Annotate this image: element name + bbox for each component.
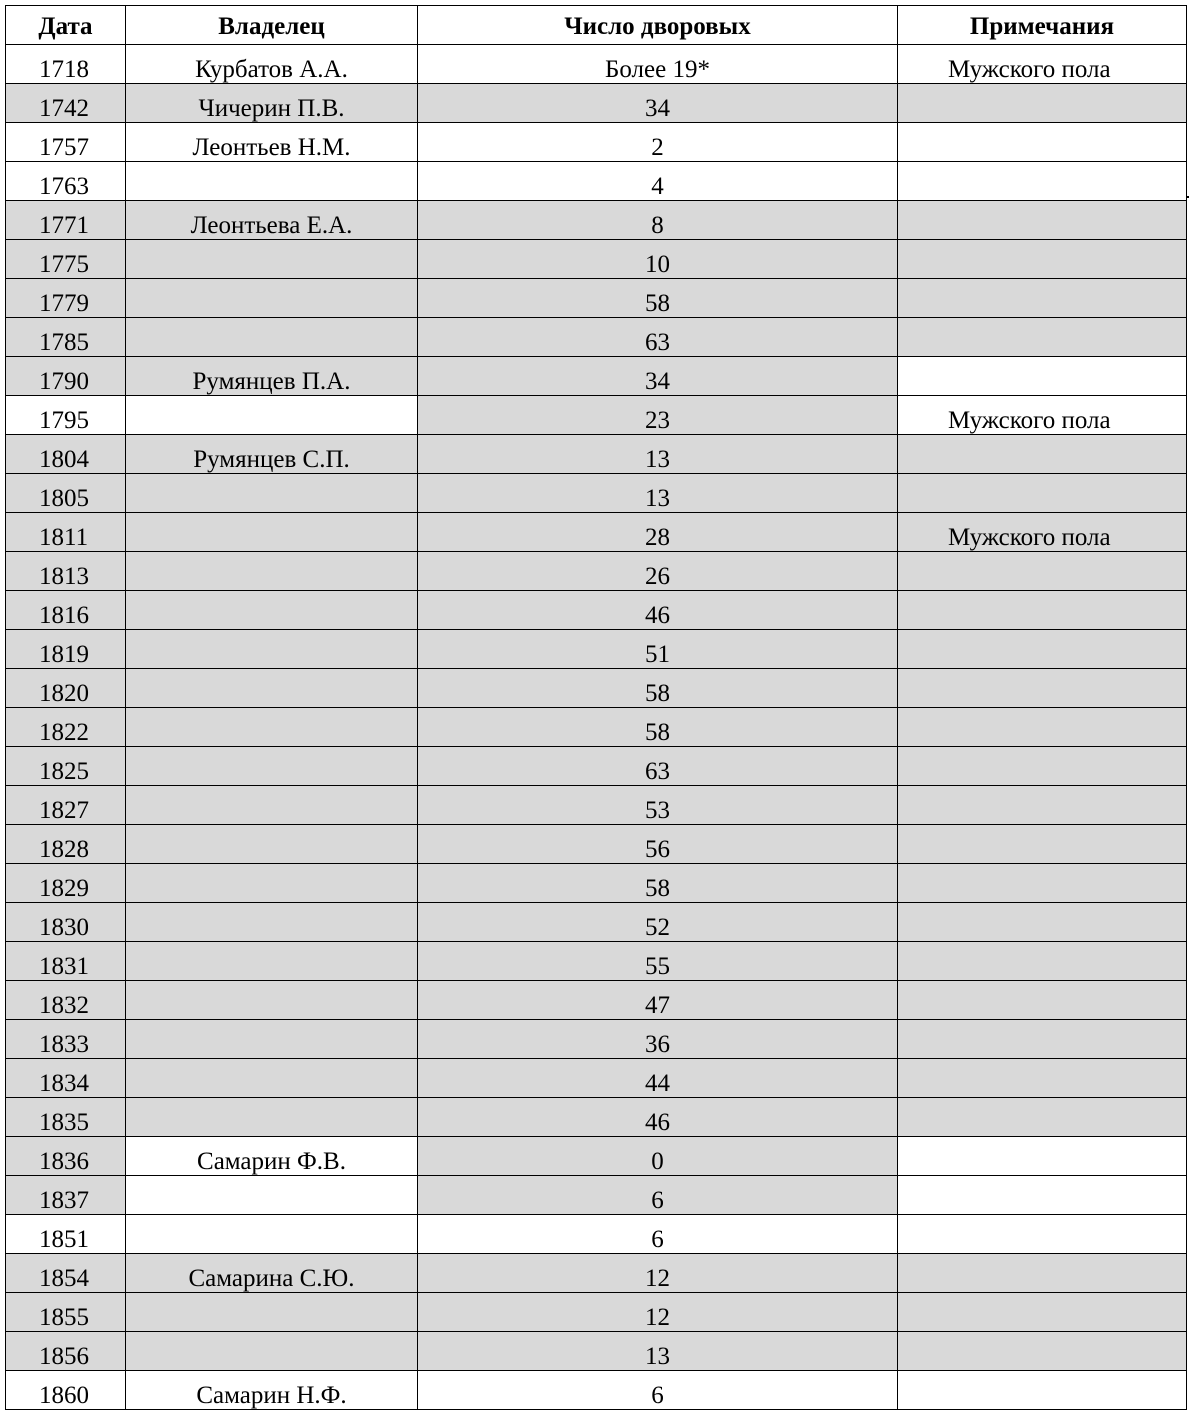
table-row [6,1137,1187,1176]
count-cell: 13 [418,1332,898,1371]
owner-cell [126,240,418,279]
date-cell: 1822 [6,708,126,747]
notes-cell [898,669,1187,708]
date-cell: 1804 [6,435,126,474]
notes-cell [898,552,1187,591]
table-row [6,825,1187,864]
table-row [6,45,1187,84]
owner-cell [126,279,418,318]
notes-cell [898,279,1187,318]
date-cell: 1856 [6,1332,126,1371]
date-cell: 1836 [6,1137,126,1176]
date-cell: 1771 [6,201,126,240]
notes-cell [898,1215,1187,1254]
owner-cell [126,162,418,201]
count-cell: 0 [418,1137,898,1176]
count-cell: 63 [418,747,898,786]
owner-cell [126,903,418,942]
count-cell: 36 [418,1020,898,1059]
table-row [6,123,1187,162]
table-row [6,240,1187,279]
count-cell: 63 [418,318,898,357]
table-row [6,669,1187,708]
notes-cell [898,201,1187,240]
date-cell: 1855 [6,1293,126,1332]
date-cell: 1779 [6,279,126,318]
owner-cell [126,396,418,435]
date-cell: 1819 [6,630,126,669]
owner-cell [126,552,418,591]
edge-mark [1187,196,1189,198]
date-cell: 1805 [6,474,126,513]
table-row [6,552,1187,591]
count-cell: 28 [418,513,898,552]
owner-cell: Румянцев П.А. [126,357,418,396]
owner-cell [126,1176,418,1215]
owner-cell [126,1020,418,1059]
owner-cell [126,630,418,669]
owner-cell [126,864,418,903]
notes-cell [898,474,1187,513]
table-row [6,396,1187,435]
owner-cell: Румянцев С.П. [126,435,418,474]
count-cell: 34 [418,357,898,396]
notes-cell [898,1137,1187,1176]
owner-cell [126,669,418,708]
date-cell: 1830 [6,903,126,942]
count-cell: 6 [418,1371,898,1410]
count-cell: 8 [418,201,898,240]
owner-cell: Леонтьев Н.М. [126,123,418,162]
count-cell: Более 19* [418,45,898,84]
notes-cell [898,1098,1187,1137]
owner-cell [126,1332,418,1371]
owner-cell [126,708,418,747]
count-cell: 58 [418,279,898,318]
count-cell: 58 [418,669,898,708]
count-cell: 55 [418,942,898,981]
owner-cell [126,942,418,981]
table-row [6,357,1187,396]
table-row [6,747,1187,786]
notes-cell [898,942,1187,981]
count-cell: 44 [418,1059,898,1098]
count-cell: 6 [418,1215,898,1254]
notes-cell [898,357,1187,396]
table-row [6,864,1187,903]
notes-cell [898,708,1187,747]
date-cell: 1834 [6,1059,126,1098]
date-cell: 1742 [6,84,126,123]
table-row [6,708,1187,747]
table-row [6,903,1187,942]
table-row [6,1215,1187,1254]
owner-cell: Курбатов А.А. [126,45,418,84]
header-notes: Примечания [898,6,1187,45]
date-cell: 1718 [6,45,126,84]
notes-cell [898,318,1187,357]
notes-cell [898,825,1187,864]
count-cell: 12 [418,1254,898,1293]
table-row [6,1293,1187,1332]
date-cell: 1785 [6,318,126,357]
count-cell: 12 [418,1293,898,1332]
header-row [6,6,1187,45]
table-row [6,981,1187,1020]
count-cell: 6 [418,1176,898,1215]
date-cell: 1829 [6,864,126,903]
owner-cell [126,825,418,864]
notes-cell [898,591,1187,630]
notes-cell: Мужского пола [898,513,1187,552]
table-row [6,513,1187,552]
table-row [6,318,1187,357]
table-row [6,1176,1187,1215]
notes-cell [898,84,1187,123]
count-cell: 34 [418,84,898,123]
owner-cell [126,513,418,552]
count-cell: 47 [418,981,898,1020]
notes-cell [898,162,1187,201]
date-cell: 1813 [6,552,126,591]
date-cell: 1860 [6,1371,126,1410]
table-row [6,84,1187,123]
date-cell: 1811 [6,513,126,552]
notes-cell [898,630,1187,669]
count-cell: 10 [418,240,898,279]
date-cell: 1833 [6,1020,126,1059]
date-cell: 1820 [6,669,126,708]
date-cell: 1837 [6,1176,126,1215]
table-row [6,1254,1187,1293]
count-cell: 46 [418,1098,898,1137]
owner-cell [126,747,418,786]
notes-cell [898,240,1187,279]
notes-cell [898,1332,1187,1371]
notes-cell [898,1293,1187,1332]
date-cell: 1825 [6,747,126,786]
count-cell: 58 [418,864,898,903]
owner-cell: Леонтьева Е.А. [126,201,418,240]
owner-cell: Самарина С.Ю. [126,1254,418,1293]
date-cell: 1763 [6,162,126,201]
table-row [6,1332,1187,1371]
table-row [6,474,1187,513]
notes-cell [898,864,1187,903]
notes-cell [898,1176,1187,1215]
table-row [6,630,1187,669]
owner-cell [126,1293,418,1332]
date-cell: 1775 [6,240,126,279]
notes-cell [898,435,1187,474]
notes-cell [898,1020,1187,1059]
count-cell: 56 [418,825,898,864]
notes-cell [898,747,1187,786]
table-row [6,1020,1187,1059]
notes-cell [898,1254,1187,1293]
date-cell: 1831 [6,942,126,981]
count-cell: 53 [418,786,898,825]
header-owner: Владелец [126,6,418,45]
notes-cell [898,903,1187,942]
table-row [6,786,1187,825]
notes-cell [898,1371,1187,1410]
table-row [6,1059,1187,1098]
date-cell: 1832 [6,981,126,1020]
table-row [6,201,1187,240]
owner-cell [126,318,418,357]
table-row [6,435,1187,474]
date-cell: 1851 [6,1215,126,1254]
date-cell: 1790 [6,357,126,396]
notes-cell [898,1059,1187,1098]
table-body [6,45,1187,1410]
owner-cell [126,786,418,825]
count-cell: 13 [418,435,898,474]
date-cell: 1816 [6,591,126,630]
table-row [6,942,1187,981]
count-cell: 13 [418,474,898,513]
notes-cell [898,123,1187,162]
table-row [6,279,1187,318]
owner-cell [126,1059,418,1098]
count-cell: 23 [418,396,898,435]
owner-cell [126,1215,418,1254]
count-cell: 58 [418,708,898,747]
notes-cell: Мужского пола [898,45,1187,84]
date-cell: 1835 [6,1098,126,1137]
notes-cell: Мужского пола [898,396,1187,435]
count-cell: 26 [418,552,898,591]
owner-cell [126,591,418,630]
owner-cell [126,981,418,1020]
date-cell: 1827 [6,786,126,825]
date-cell: 1795 [6,396,126,435]
count-cell: 46 [418,591,898,630]
owner-cell: Самарин Н.Ф. [126,1371,418,1410]
table-row [6,162,1187,201]
owner-cell: Чичерин П.В. [126,84,418,123]
header-date: Дата [6,6,126,45]
owner-cell [126,1098,418,1137]
header-count: Число дворовых [418,6,898,45]
count-cell: 4 [418,162,898,201]
count-cell: 51 [418,630,898,669]
count-cell: 2 [418,123,898,162]
date-cell: 1854 [6,1254,126,1293]
owner-cell [126,474,418,513]
table-row [6,1098,1187,1137]
notes-cell [898,786,1187,825]
notes-cell [898,981,1187,1020]
date-cell: 1757 [6,123,126,162]
owner-cell: Самарин Ф.В. [126,1137,418,1176]
count-cell: 52 [418,903,898,942]
date-cell: 1828 [6,825,126,864]
table-row [6,1371,1187,1410]
serfs-table [5,5,1187,1410]
table-row [6,591,1187,630]
